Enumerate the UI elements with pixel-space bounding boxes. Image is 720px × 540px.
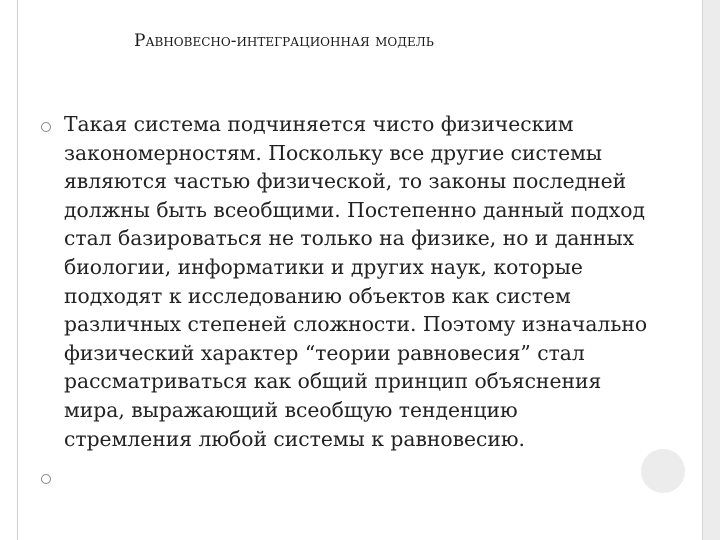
body-line: являются частью физической, то законы последней (64, 169, 627, 194)
body-line: подходят к исследованию объектов как систем (64, 283, 571, 308)
body-line: мира, выражающий всеобщую тенденцию (64, 397, 518, 422)
body-line: физический характер “теории равновесия” стал (64, 340, 585, 365)
bullet-circle-icon (41, 122, 51, 132)
body-line: стал базироваться не только на физике, но и данных (64, 226, 635, 251)
body-line: биологии, информатики и других наук, которые (64, 254, 583, 279)
body-line: должны быть всеобщими. Постепенно данный подход (64, 197, 645, 222)
decorative-circle-icon (641, 449, 685, 493)
slide-body-text (64, 110, 700, 453)
slide-title: Равновесно-интеграционная модель (134, 31, 434, 51)
body-line: стремления любой системы к равновесию. (64, 426, 525, 451)
left-divider-line (17, 0, 18, 540)
bullet-circle-icon (41, 474, 51, 484)
body-line: закономерностям. Поскольку все другие системы (64, 140, 603, 165)
right-side-panel (703, 0, 720, 540)
body-line: рассматриваться как общий принцип объяснения (64, 369, 602, 394)
body-line: различных степеней сложности. Поэтому изначально (64, 312, 648, 337)
body-line: Такая система подчиняется чисто физическим (64, 112, 574, 136)
